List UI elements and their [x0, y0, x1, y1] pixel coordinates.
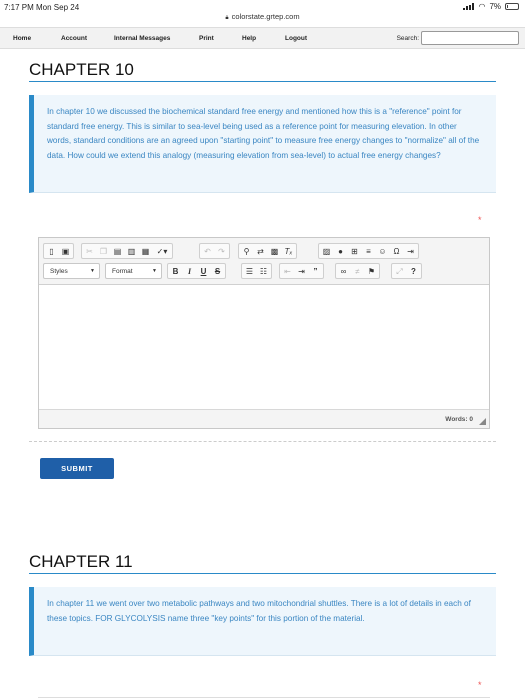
undo-icon[interactable]: ↶ — [204, 246, 211, 256]
bulleted-list-icon[interactable]: ☷ — [259, 266, 268, 276]
toolbar-group-lists — [241, 263, 272, 279]
editor-toolbar — [39, 238, 489, 285]
copy-icon[interactable]: ❐ — [99, 246, 108, 256]
toolbar-group-basic — [167, 263, 226, 279]
status-indicators — [463, 2, 519, 11]
remove-format-icon[interactable]: Tₓ — [284, 246, 293, 256]
cut-icon[interactable]: ✂ — [86, 246, 93, 256]
chapter-10-question: In chapter 10 we discussed the biochemical standard free energy and mentioned how this is a "reference" point for standard free energy. This is similar to sea-level being used as a reference point for measuring elevation. In other words, standard conditions are an agreed upon "starting point" to measure free energy changes to "normalize" all of the data. How could we extend this analogy (measuring elevation from sea-level) to actual free energy changes? — [29, 95, 496, 193]
format-dropdown[interactable] — [105, 263, 162, 279]
toolbar-group-insert — [318, 243, 419, 259]
battery-icon — [505, 3, 519, 10]
styles-label: Styles — [50, 268, 68, 275]
indent-icon[interactable]: ⇥ — [298, 266, 305, 276]
answer-editor — [38, 237, 490, 429]
section-divider — [29, 441, 496, 442]
lock-icon: 🔒︎ — [225, 15, 229, 21]
spellcheck-icon[interactable]: ✓▾ — [156, 246, 168, 256]
toolbar-group-indent — [279, 263, 324, 279]
editor-text-area[interactable] — [39, 285, 489, 409]
table-icon[interactable]: ⊞ — [351, 246, 358, 256]
nav-internal-messages[interactable]: Internal Messages — [114, 35, 171, 42]
chapter-11-title: CHAPTER 11 — [29, 552, 133, 571]
nav-account[interactable]: Account — [61, 35, 87, 42]
wifi-icon: ◠ — [478, 2, 486, 11]
strikethrough-icon[interactable]: S — [214, 266, 221, 276]
outdent-icon[interactable]: ⇤ — [284, 266, 291, 276]
nav-home[interactable]: Home — [13, 35, 32, 42]
url-text: colorstate.grtep.com — [231, 12, 300, 21]
anchor-flag-icon[interactable]: ⚑ — [367, 266, 376, 276]
horizontal-line-icon[interactable]: ≡ — [366, 246, 371, 256]
smiley-icon[interactable]: ☺ — [378, 246, 387, 256]
link-icon[interactable]: ∞ — [340, 266, 347, 276]
toolbar-group-document — [43, 243, 74, 259]
battery-percent: 7% — [489, 2, 501, 11]
nav-logout[interactable]: Logout — [285, 35, 308, 42]
status-time: 7:17 PM Mon Sep 24 — [4, 3, 80, 12]
blockquote-icon[interactable]: ” — [313, 266, 318, 276]
resize-handle-icon[interactable] — [479, 418, 486, 425]
signal-icon — [463, 3, 474, 10]
chevron-down-icon: ▼ — [90, 268, 95, 274]
chapter-10-rule — [29, 81, 496, 82]
url-bar[interactable] — [0, 12, 525, 24]
word-count: Words: 0 — [445, 416, 473, 423]
nav-help[interactable]: Help — [242, 35, 257, 42]
styles-dropdown[interactable] — [43, 263, 100, 279]
italic-icon[interactable]: I — [187, 266, 192, 276]
special-char-icon[interactable]: Ω — [393, 246, 400, 256]
paste-icon[interactable]: ▤ — [113, 246, 122, 256]
toolbar-group-tools — [391, 263, 422, 279]
editor-top-edge — [38, 697, 490, 698]
bold-icon[interactable]: B — [172, 266, 179, 276]
chapter-10-title: CHAPTER 10 — [29, 60, 134, 79]
nav-print[interactable]: Print — [199, 35, 214, 42]
submit-button[interactable]: SUBMIT — [40, 458, 114, 479]
toolbar-group-find — [238, 243, 297, 259]
required-marker: * — [478, 215, 482, 225]
underline-icon[interactable]: U — [200, 266, 207, 276]
maximize-icon[interactable]: ⤢ — [396, 266, 403, 276]
new-page-icon[interactable]: ▯ — [49, 246, 54, 256]
flash-icon[interactable]: ● — [338, 246, 343, 256]
paste-text-icon[interactable]: ▥ — [127, 246, 136, 256]
top-nav — [0, 27, 525, 49]
image-icon[interactable]: ▨ — [322, 246, 331, 256]
numbered-list-icon[interactable]: ☰ — [245, 266, 254, 276]
page-break-icon[interactable]: ⇥ — [407, 246, 414, 256]
toolbar-group-links — [335, 263, 380, 279]
search-label: Search: — [396, 35, 419, 42]
unlink-icon[interactable]: ≠ — [355, 266, 360, 276]
replace-icon[interactable]: ⇄ — [257, 246, 264, 256]
chevron-down-icon: ▼ — [152, 268, 157, 274]
search-input[interactable] — [421, 31, 519, 45]
help-icon[interactable]: ? — [411, 266, 416, 276]
format-label: Format — [112, 268, 133, 275]
editor-footer — [39, 409, 489, 428]
select-all-icon[interactable]: ▩ — [270, 246, 279, 256]
toolbar-group-undo — [199, 243, 230, 259]
find-icon[interactable]: ⚲ — [243, 246, 250, 256]
preview-icon[interactable]: ▣ — [61, 246, 70, 256]
chapter-11-question: In chapter 11 we went over two metabolic pathways and two mitochondrial shuttles. There is a lot of details in each of these topics. FOR GLYCOLYSIS name three "key points" for this portion of the material. — [29, 587, 496, 656]
chapter-11-rule — [29, 573, 496, 574]
required-marker: * — [478, 680, 482, 690]
paste-word-icon[interactable]: ▦ — [141, 246, 150, 256]
redo-icon[interactable]: ↷ — [218, 246, 225, 256]
toolbar-group-clipboard — [81, 243, 173, 259]
